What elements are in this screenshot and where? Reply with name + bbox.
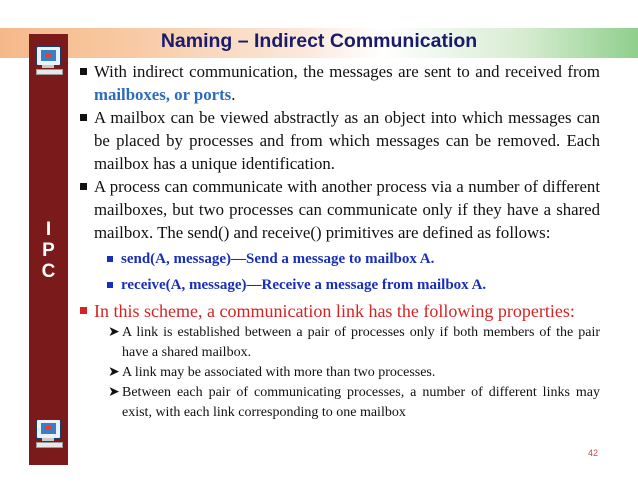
sub-bullet-receive: receive(A, message)—Receive a message from mailbox A.: [105, 274, 600, 296]
property-shared-mailbox: ➤ A link is established between a pair of processes only if both members of the pair have a shared mailbox.: [108, 325, 600, 360]
square-bullet-icon: [80, 183, 87, 190]
square-bullet-icon: [80, 68, 87, 75]
sidebar-letter-i: I: [45, 219, 52, 240]
square-bullet-icon: [107, 256, 113, 262]
bullet-multiple-mailboxes: A process can communicate with another process via a number of different mailboxes, but two processes can communicate only if they have a shared mailbox. The send() and receive() primitives are defined as follows:: [78, 175, 600, 244]
arrow-bullet-icon: ➤: [108, 385, 120, 400]
computer-monitor-icon: [33, 44, 64, 74]
square-bullet-icon: [80, 114, 87, 121]
bullet-mailbox-abstract: A mailbox can be viewed abstractly as an object into which messages can be placed by processes and from which messages can be removed. Each mailbox has a unique identification.: [78, 106, 600, 175]
square-bullet-icon: [107, 282, 113, 288]
bullet-link-properties: In this scheme, a communication link has the following properties:: [78, 299, 600, 323]
bullet-indirect-communication: With indirect communication, the messages are sent to and received from mailboxes, or ports.: [78, 60, 600, 106]
page-number: 42: [587, 448, 598, 458]
square-bullet-icon: [80, 307, 87, 314]
mailboxes-ports-emphasis: mailboxes, or ports: [94, 85, 232, 104]
property-multiple-links: ➤ Between each pair of communicating processes, a number of different links may exist, with each link corresponding to one mailbox: [108, 385, 600, 420]
sidebar-letter-p: P: [42, 240, 55, 261]
property-multiple-processes: ➤ A link may be associated with more than two processes.: [108, 363, 600, 383]
sub-bullet-send: send(A, message)—Send a message to mailbox A.: [105, 248, 600, 270]
slide-content: [78, 60, 600, 423]
arrow-bullet-icon: ➤: [108, 365, 120, 380]
sidebar-letter-c: C: [41, 261, 56, 282]
sidebar: [29, 34, 68, 465]
arrow-bullet-icon: ➤: [108, 325, 120, 340]
slide-title: Naming – Indirect Communication: [160, 30, 478, 52]
computer-monitor-icon-bottom: [33, 417, 64, 447]
